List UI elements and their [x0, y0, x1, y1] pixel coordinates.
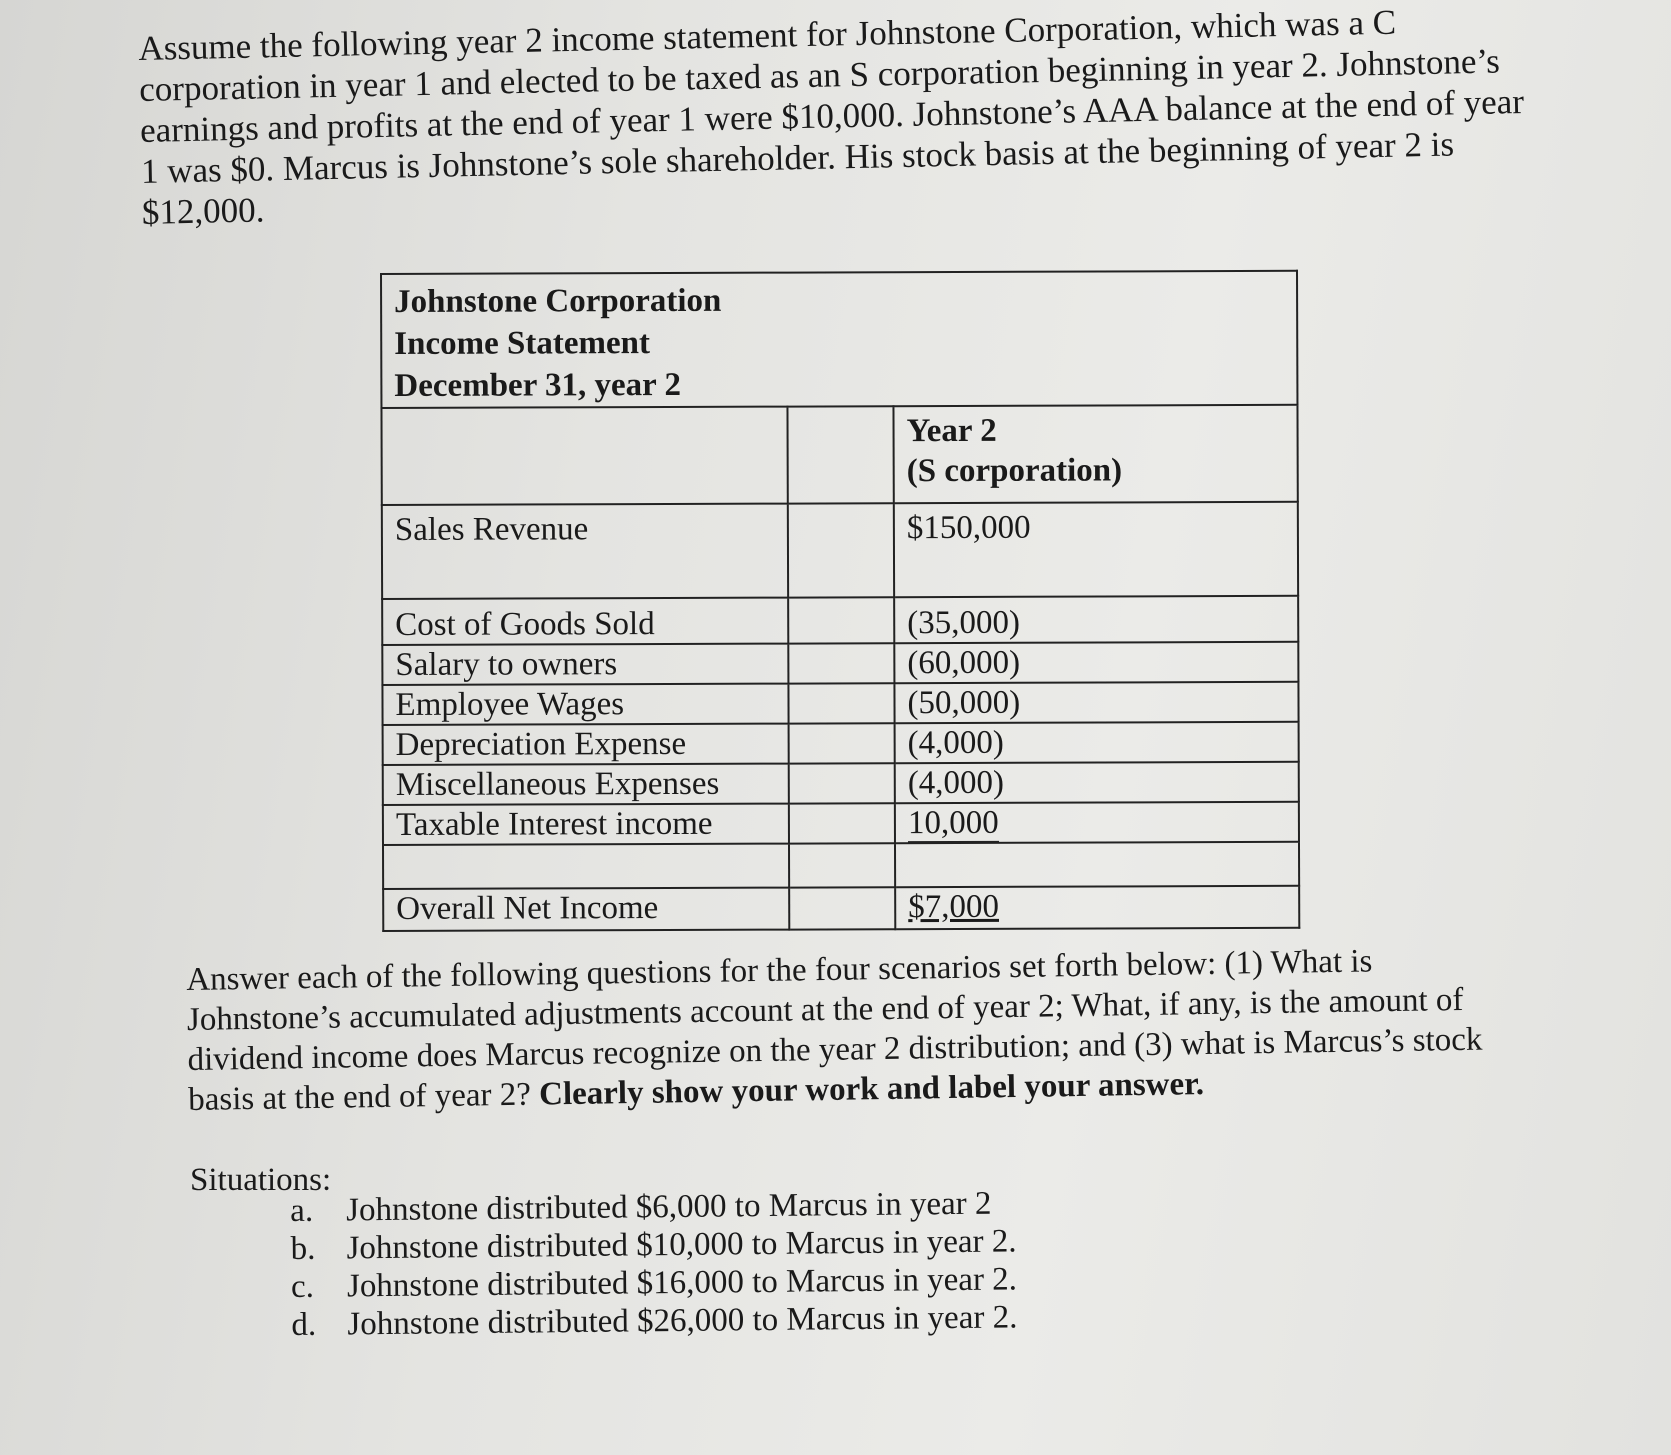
situations-title: Situations: [190, 1162, 332, 1198]
row-label: Taxable Interest income [383, 804, 789, 845]
row-label: Salary to owners [382, 644, 788, 685]
blank-cell [789, 763, 895, 803]
table-row [382, 596, 1298, 645]
row-value: $150,000 [894, 502, 1298, 597]
list-marker: a. [290, 1192, 314, 1229]
list-marker: d. [291, 1306, 317, 1343]
questions-text: Answer each of the following questions for the four scenarios set forth below: (1) What is Johnstone’s accumulated adjustments account at the end of year 2; What, if any, is the amount of dividend income does Marcus recognize on the year 2 distribution; and (3) what is Marcus’s stock basis at the end of year 2? [186, 943, 1483, 1118]
row-value: (60,000) [894, 642, 1298, 683]
statement-title [381, 271, 1297, 408]
row-label: Employee Wages [382, 684, 788, 725]
column-header-row [381, 405, 1297, 505]
row-label: Depreciation Expense [383, 724, 789, 765]
blank-cell [788, 503, 894, 597]
list-item-text: Johnstone distributed $6,000 to Marcus in year 2 [346, 1185, 992, 1229]
list-marker: b. [290, 1230, 316, 1267]
company-name: Johnstone Corporation [394, 282, 722, 320]
blank-cell [788, 683, 894, 723]
blank-cell [789, 803, 895, 843]
blank-row [383, 842, 1299, 889]
row-value: (4,000) [895, 762, 1299, 803]
net-income-value: $7,000 [908, 888, 1000, 926]
blank-cell [789, 723, 895, 763]
blank-cell [788, 643, 894, 683]
list-item-text: Johnstone distributed $26,000 to Marcus in year 2. [347, 1299, 1018, 1343]
blank-cell [381, 407, 787, 505]
statement-date: December 31, year 2 [394, 366, 681, 404]
interest-value: 10,000 [907, 804, 999, 842]
intro-paragraph: Assume the following year 2 income statement for Johnstone Corporation, which was a C corporation in year 1 and elected to be taxed as an S corporation beginning in year 2. Johnstone’s earnings and profits at the end of year 1 were $10,000. Johnstone’s AAA balance at the end of year 1 was $0. Marcus is Johnstone’s sole shareholder. His stock basis at the beginning of year 2 is $12,000. [138, 2, 1525, 232]
list-item-text: Johnstone distributed $10,000 to Marcus in year 2. [346, 1223, 1017, 1267]
row-value: (35,000) [894, 596, 1298, 643]
table-row [383, 722, 1299, 765]
blank-cell [788, 597, 894, 643]
table-row [383, 762, 1299, 805]
list-item [291, 1298, 1017, 1344]
row-label: Overall Net Income [383, 888, 789, 931]
questions-paragraph [186, 939, 1528, 1120]
net-income-row [383, 886, 1299, 931]
table-row [382, 642, 1298, 685]
blank-cell [383, 844, 789, 889]
blank-cell [789, 887, 895, 929]
row-label: Sales Revenue [382, 504, 788, 599]
row-value [895, 886, 1299, 929]
row-value: (4,000) [895, 722, 1299, 763]
blank-cell [789, 843, 895, 887]
table-row [382, 682, 1298, 725]
questions-emphasis: Clearly show your work and label your answer. [538, 1066, 1205, 1113]
row-label: Cost of Goods Sold [382, 598, 788, 645]
row-value: (50,000) [894, 682, 1298, 723]
table-row [382, 502, 1298, 599]
statement-header-row [381, 271, 1297, 408]
year-column-header: Year 2 (S corporation) [893, 405, 1297, 503]
income-statement [380, 270, 1300, 932]
table-row [383, 802, 1299, 845]
statement-name: Income Statement [394, 325, 650, 362]
row-label: Miscellaneous Expenses [383, 764, 789, 805]
list-marker: c. [290, 1268, 315, 1305]
income-statement-table [380, 270, 1300, 932]
row-value [895, 802, 1299, 843]
blank-cell [895, 842, 1299, 887]
blank-cell [787, 406, 893, 503]
situations-list [290, 1184, 1018, 1344]
list-item-text: Johnstone distributed $16,000 to Marcus in year 2. [346, 1261, 1018, 1305]
